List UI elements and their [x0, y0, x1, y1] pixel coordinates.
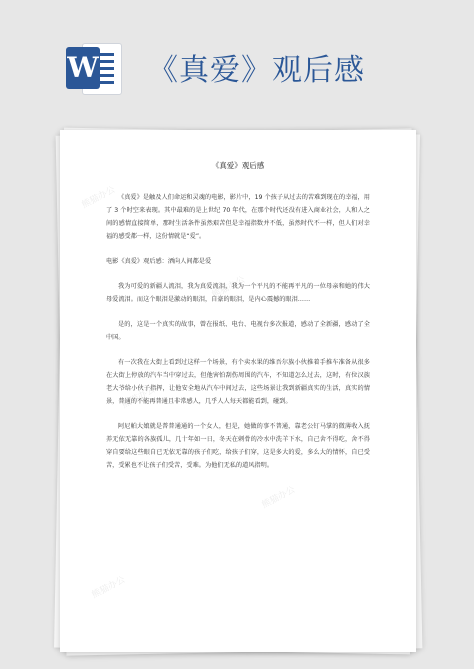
paragraph: 《真爱》是触及人们命运和灵魂的电影，影片中，19 个孩子从过去的苦难到现在的幸福，用了 3 个时空来表现。其中最难的是上世纪 70 年代，在那个时代还没有进入商业社会，人和人之间的感情直接简单，那时生活条件虽然艰苦但是幸福指数并不低，虽然时代不一样，但人们对幸福的感受都一样，这份情就是“爱”。	[106, 194, 370, 240]
paragraph: 阿尼帕大娘就是普普通通的一个女人，但是，她做的事不普通，靠老公钉马掌的微薄收入抚养无依无靠的各族孤儿，几十年如一日，冬天在刺骨的冷水中洗羊下水，自己舍不得吃，舍不得穿自要给这些眼自已无依无靠的孩子们吃，给孩子们穿，这是多大的爱，多么大的情怀，自已受苦，受累也不让孩子们受苦，受难。为他们无私的道风指明。	[106, 423, 370, 469]
watermark: 熊猫办公	[120, 384, 157, 411]
word-icon	[66, 41, 124, 95]
watermark: 熊猫办公	[90, 574, 127, 601]
document-title: 《真爱》观后感	[211, 161, 265, 170]
watermark: 熊猫办公	[80, 184, 117, 211]
paragraph: 是的，这是一个真实的故事，曾在报纸、电台、电视台多次报道，感动了全新疆，感动了全中国。	[106, 321, 370, 341]
watermark: 熊猫办公	[210, 274, 247, 301]
banner-title: 《真爱》观后感	[148, 53, 365, 88]
header-banner	[0, 0, 474, 120]
document-page	[60, 130, 416, 652]
paragraph: 有一次我在大街上看到过这样一个场景，有个卖水果的维吾尔族小伙推着手推车准备从很多在大街上停放的汽车当中穿过去，但他害怕刮伤周围的汽车，不知道怎么过去，这时，有位汉族老大爷给小伙子指挥，让他安全地从汽车中间过去，这些场景让我到新疆真实的生活，真实的情景，普通的不能再普通且非常感人，几乎人人每天都能看到，碰到。	[106, 359, 370, 405]
watermark: 熊猫办公	[260, 484, 297, 511]
word-logo-letter: W	[66, 47, 100, 89]
section-heading: 电影《真爱》观后感：洒向人间都是爱	[106, 258, 212, 265]
paragraph: 我为可爱的新疆人流泪，我为真爱流泪，我为一个平凡的不能再平凡的一位母亲和她的伟大母爱流泪。而这个眼泪是激动的眼泪，自豪的眼泪，是内心震撼的眼泪……	[106, 283, 370, 303]
